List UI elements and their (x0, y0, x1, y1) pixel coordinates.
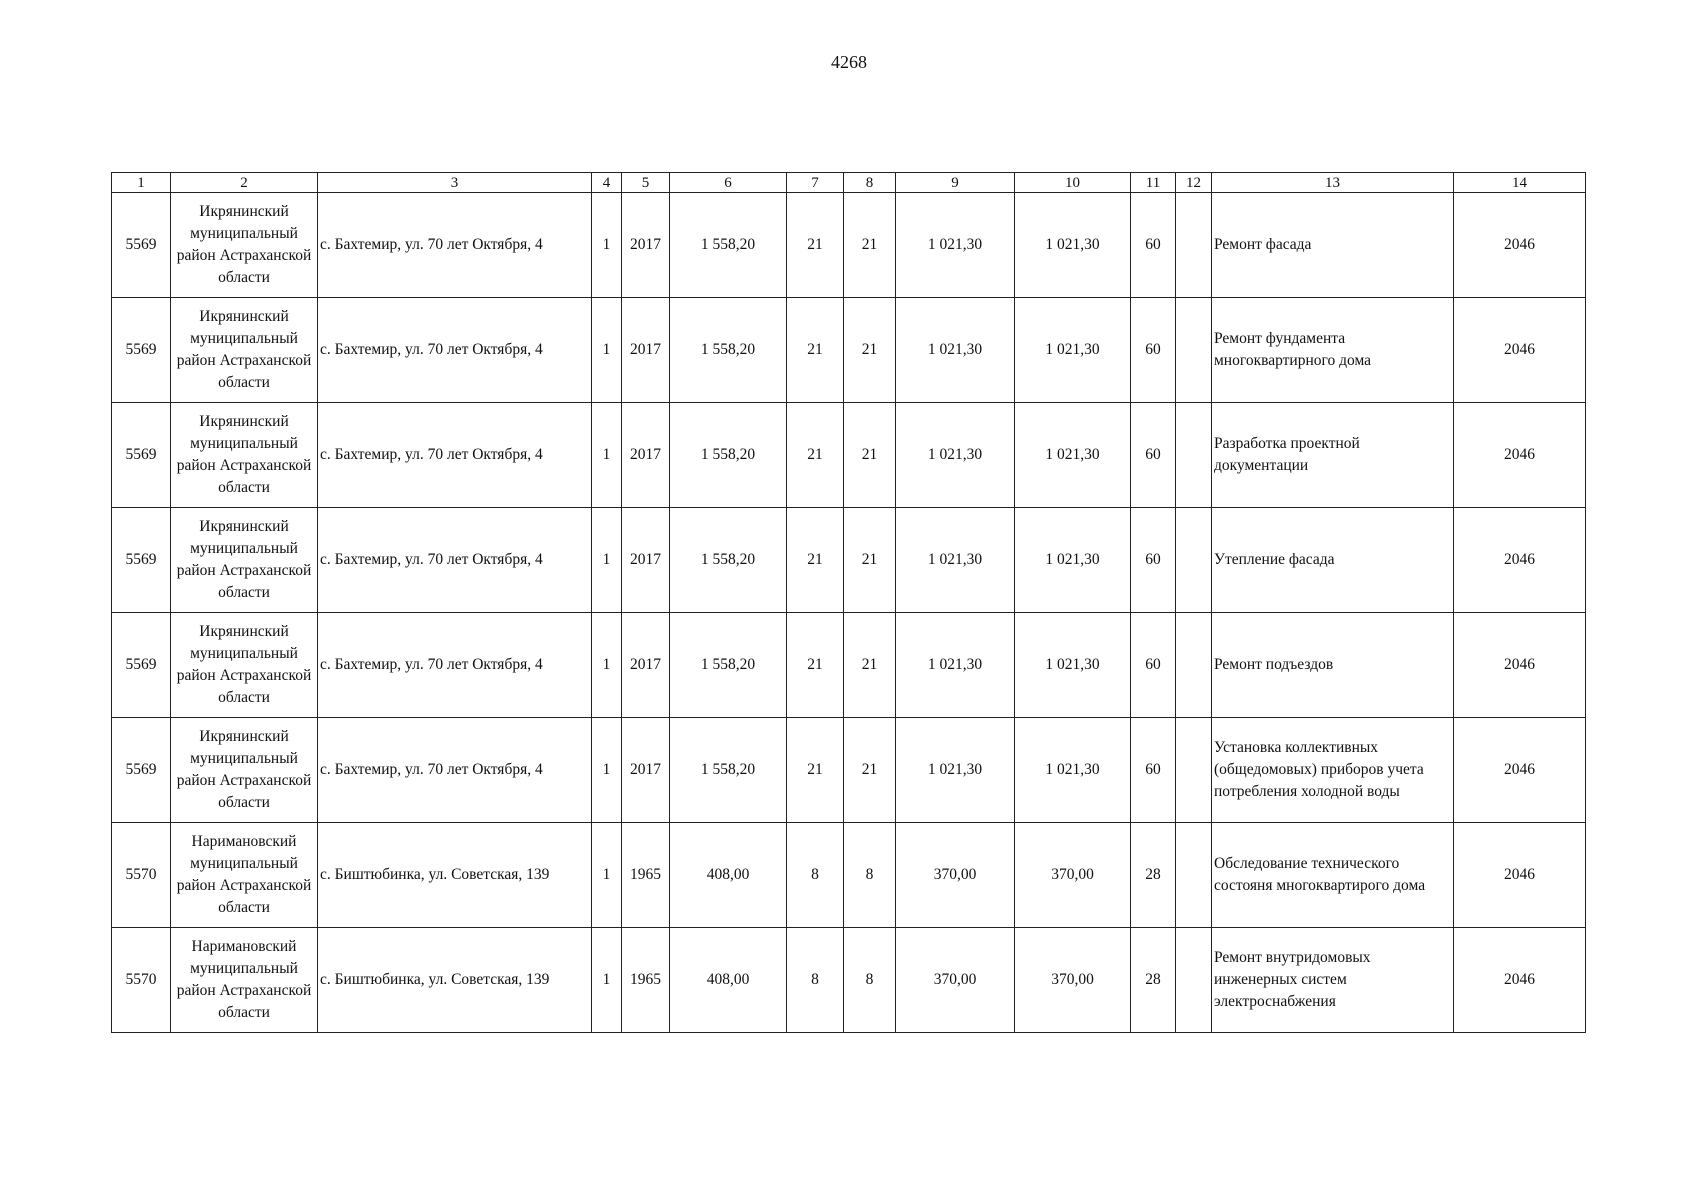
district-cell: Наримановский муниципальный район Астраханской области (171, 928, 318, 1033)
cell-col10: 1 021,30 (1015, 403, 1131, 508)
header-row (112, 173, 1586, 193)
cell-col6: 1 558,20 (670, 718, 787, 823)
year-cell: 2017 (622, 403, 670, 508)
address-cell: с. Биштюбинка, ул. Советская, 139 (318, 823, 592, 928)
cell-col11: 28 (1131, 928, 1176, 1033)
cell-col6: 408,00 (670, 823, 787, 928)
cell-col7: 21 (787, 718, 844, 823)
cell-col9: 1 021,30 (896, 508, 1015, 613)
column-header: 10 (1015, 173, 1131, 193)
row-number-cell: 5569 (112, 193, 171, 298)
row-number-cell: 5569 (112, 508, 171, 613)
column-header: 1 (112, 173, 171, 193)
cell-col14: 2046 (1454, 508, 1586, 613)
cell-col14: 2046 (1454, 403, 1586, 508)
column-header: 7 (787, 173, 844, 193)
cell-col14: 2046 (1454, 298, 1586, 403)
cell-col12 (1176, 823, 1212, 928)
row-number-cell: 5569 (112, 718, 171, 823)
cell-col7: 21 (787, 298, 844, 403)
table-row (112, 508, 1586, 613)
cell-col7: 8 (787, 823, 844, 928)
cell-col10: 1 021,30 (1015, 298, 1131, 403)
row-number-cell: 5569 (112, 613, 171, 718)
year-cell: 1965 (622, 823, 670, 928)
cell-col7: 8 (787, 928, 844, 1033)
cell-col9: 1 021,30 (896, 193, 1015, 298)
address-cell: с. Бахтемир, ул. 70 лет Октября, 4 (318, 613, 592, 718)
row-number-cell: 5569 (112, 298, 171, 403)
cell-col9: 1 021,30 (896, 613, 1015, 718)
year-cell: 2017 (622, 613, 670, 718)
cell-col4: 1 (592, 613, 622, 718)
cell-col4: 1 (592, 298, 622, 403)
district-cell: Икрянинский муниципальный район Астраханской области (171, 403, 318, 508)
table-row (112, 298, 1586, 403)
cell-col8: 21 (844, 613, 896, 718)
cell-col11: 60 (1131, 718, 1176, 823)
cell-col4: 1 (592, 823, 622, 928)
cell-col9: 1 021,30 (896, 403, 1015, 508)
work-type-cell: Ремонт фасада (1212, 193, 1454, 298)
address-cell: с. Биштюбинка, ул. Советская, 139 (318, 928, 592, 1033)
cell-col12 (1176, 718, 1212, 823)
cell-col10: 1 021,30 (1015, 718, 1131, 823)
cell-col9: 1 021,30 (896, 718, 1015, 823)
year-cell: 2017 (622, 298, 670, 403)
table-row (112, 403, 1586, 508)
work-type-cell: Обследование технического состояня многоквартирого дома (1212, 823, 1454, 928)
cell-col11: 60 (1131, 508, 1176, 613)
row-number-cell: 5570 (112, 928, 171, 1033)
cell-col6: 1 558,20 (670, 613, 787, 718)
column-header: 3 (318, 173, 592, 193)
cell-col4: 1 (592, 193, 622, 298)
cell-col14: 2046 (1454, 823, 1586, 928)
cell-col9: 370,00 (896, 928, 1015, 1033)
address-cell: с. Бахтемир, ул. 70 лет Октября, 4 (318, 298, 592, 403)
year-cell: 2017 (622, 718, 670, 823)
cell-col6: 1 558,20 (670, 508, 787, 613)
address-cell: с. Бахтемир, ул. 70 лет Октября, 4 (318, 508, 592, 613)
work-type-cell: Ремонт фундамента многоквартирного дома (1212, 298, 1454, 403)
cell-col9: 1 021,30 (896, 298, 1015, 403)
column-header: 12 (1176, 173, 1212, 193)
cell-col12 (1176, 613, 1212, 718)
cell-col6: 1 558,20 (670, 298, 787, 403)
cell-col12 (1176, 403, 1212, 508)
cell-col4: 1 (592, 718, 622, 823)
cell-col11: 60 (1131, 298, 1176, 403)
page-number: 4268 (831, 52, 867, 72)
cell-col7: 21 (787, 193, 844, 298)
table-row (112, 928, 1586, 1033)
cell-col8: 21 (844, 298, 896, 403)
address-cell: с. Бахтемир, ул. 70 лет Октября, 4 (318, 403, 592, 508)
column-header: 9 (896, 173, 1015, 193)
cell-col8: 8 (844, 928, 896, 1033)
work-type-cell: Ремонт внутридомовых инженерных систем электроснабжения (1212, 928, 1454, 1033)
work-type-cell: Установка коллективных (общедомовых) приборов учета потребления холодной воды (1212, 718, 1454, 823)
cell-col6: 1 558,20 (670, 403, 787, 508)
column-header: 5 (622, 173, 670, 193)
cell-col4: 1 (592, 403, 622, 508)
row-number-cell: 5569 (112, 403, 171, 508)
district-cell: Икрянинский муниципальный район Астраханской области (171, 718, 318, 823)
cell-col4: 1 (592, 928, 622, 1033)
cell-col8: 21 (844, 508, 896, 613)
cell-col11: 28 (1131, 823, 1176, 928)
cell-col11: 60 (1131, 613, 1176, 718)
cell-col8: 21 (844, 403, 896, 508)
cell-col6: 408,00 (670, 928, 787, 1033)
year-cell: 2017 (622, 193, 670, 298)
cell-col6: 1 558,20 (670, 193, 787, 298)
address-cell: с. Бахтемир, ул. 70 лет Октября, 4 (318, 193, 592, 298)
district-cell: Наримановский муниципальный район Астраханской области (171, 823, 318, 928)
district-cell: Икрянинский муниципальный район Астраханской области (171, 298, 318, 403)
cell-col10: 1 021,30 (1015, 613, 1131, 718)
district-cell: Икрянинский муниципальный район Астраханской области (171, 193, 318, 298)
address-cell: с. Бахтемир, ул. 70 лет Октября, 4 (318, 718, 592, 823)
district-cell: Икрянинский муниципальный район Астраханской области (171, 613, 318, 718)
row-number-cell: 5570 (112, 823, 171, 928)
cell-col7: 21 (787, 403, 844, 508)
cell-col10: 370,00 (1015, 928, 1131, 1033)
column-header: 4 (592, 173, 622, 193)
column-header: 11 (1131, 173, 1176, 193)
cell-col12 (1176, 928, 1212, 1033)
cell-col8: 21 (844, 718, 896, 823)
cell-col7: 21 (787, 508, 844, 613)
cell-col8: 21 (844, 193, 896, 298)
cell-col14: 2046 (1454, 928, 1586, 1033)
cell-col11: 60 (1131, 403, 1176, 508)
cell-col14: 2046 (1454, 718, 1586, 823)
cell-col14: 2046 (1454, 613, 1586, 718)
table-row (112, 718, 1586, 823)
work-type-cell: Ремонт подъездов (1212, 613, 1454, 718)
column-header: 13 (1212, 173, 1454, 193)
table-row (112, 823, 1586, 928)
district-cell: Икрянинский муниципальный район Астраханской области (171, 508, 318, 613)
table-row (112, 193, 1586, 298)
works-table (111, 172, 1586, 1033)
work-type-cell: Разработка проектной документации (1212, 403, 1454, 508)
cell-col11: 60 (1131, 193, 1176, 298)
cell-col10: 1 021,30 (1015, 193, 1131, 298)
cell-col14: 2046 (1454, 193, 1586, 298)
work-type-cell: Утепление фасада (1212, 508, 1454, 613)
table-row (112, 613, 1586, 718)
cell-col12 (1176, 298, 1212, 403)
cell-col9: 370,00 (896, 823, 1015, 928)
year-cell: 2017 (622, 508, 670, 613)
cell-col4: 1 (592, 508, 622, 613)
cell-col8: 8 (844, 823, 896, 928)
cell-col10: 370,00 (1015, 823, 1131, 928)
cell-col12 (1176, 508, 1212, 613)
year-cell: 1965 (622, 928, 670, 1033)
column-header: 14 (1454, 173, 1586, 193)
cell-col10: 1 021,30 (1015, 508, 1131, 613)
column-header: 8 (844, 173, 896, 193)
cell-col7: 21 (787, 613, 844, 718)
column-header: 2 (171, 173, 318, 193)
cell-col12 (1176, 193, 1212, 298)
column-header: 6 (670, 173, 787, 193)
